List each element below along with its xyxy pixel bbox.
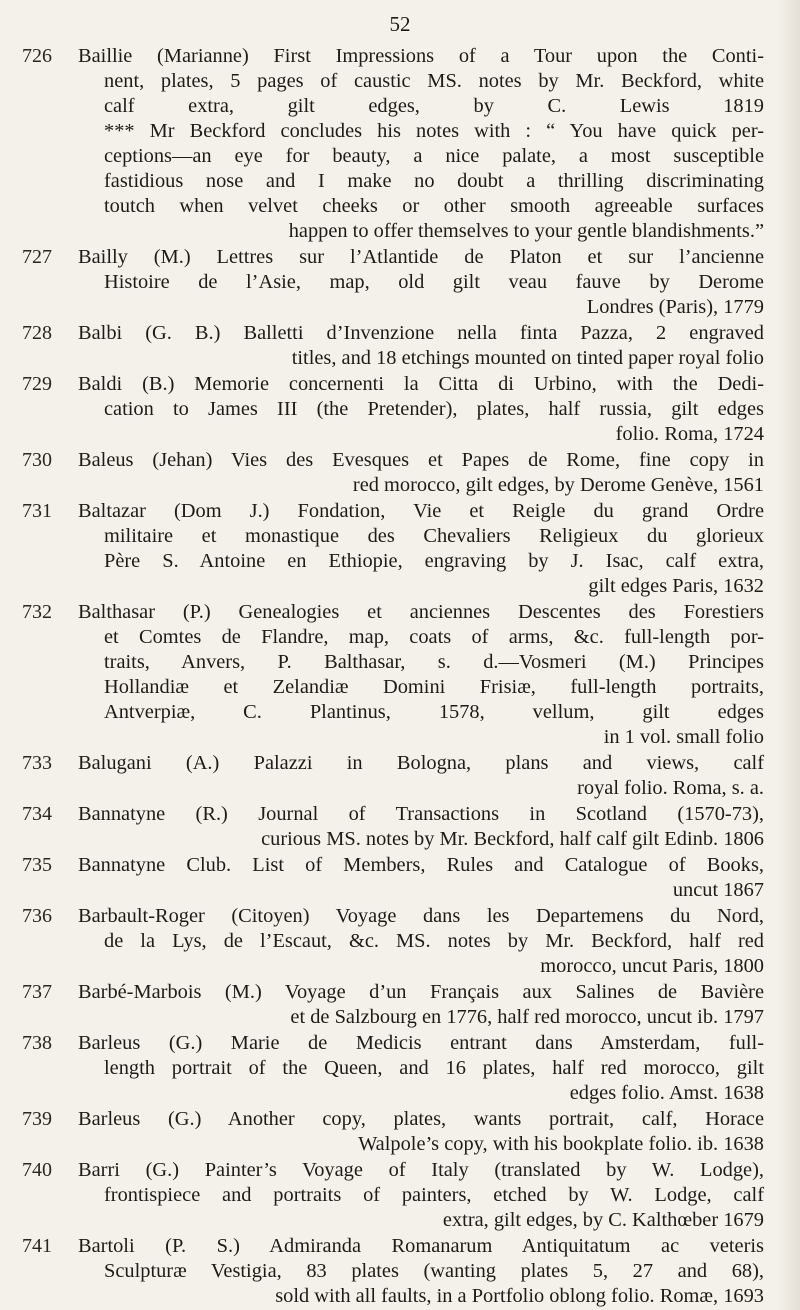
- entry-line: Bailly (M.) Lettres sur l’Atlantide de Platon et sur l’ancienne: [78, 246, 764, 268]
- catalogue-entry: [22, 1158, 764, 1233]
- entry-line: Bannatyne (R.) Journal of Transactions in Scotland (1570-73),: [78, 803, 764, 825]
- lot-number: 733: [22, 752, 52, 774]
- lot-number: 732: [22, 601, 52, 623]
- catalogue-entry: [22, 600, 764, 750]
- entry-line: Barbé-Marbois (M.) Voyage d’un Français aux Salines de Bavière: [78, 981, 764, 1003]
- entry-line: Baldi (B.) Memorie concernenti la Citta di Urbino, with the Dedi-: [78, 373, 764, 395]
- entry-line: red morocco, gilt edges, by Derome Genève, 1561: [352, 474, 764, 496]
- page-number: 52: [389, 12, 411, 36]
- entry-text: [78, 321, 764, 371]
- entry-line: folio. Roma, 1724: [615, 423, 764, 445]
- catalogue-entry: [22, 1031, 764, 1106]
- entry-line: de la Lys, de l’Escaut, &c. MS. notes by Mr. Beckford, half red: [104, 930, 764, 952]
- lot-number: 730: [22, 449, 52, 471]
- entry-line: nent, plates, 5 pages of caustic MS. notes by Mr. Beckford, white: [104, 70, 764, 92]
- catalogue-entry: [22, 372, 764, 447]
- entry-line: militaire et monastique des Chevaliers Religieux du glorieux: [104, 525, 764, 547]
- entry-line: titles, and 18 etchings mounted on tinted paper royal folio: [291, 347, 764, 369]
- lot-number: 729: [22, 373, 52, 395]
- entry-text: [78, 1107, 764, 1157]
- entry-line: Barri (G.) Painter’s Voyage of Italy (translated by W. Lodge),: [78, 1159, 764, 1181]
- entry-line: Baleus (Jehan) Vies des Evesques et Papes de Rome, fine copy in: [78, 449, 764, 471]
- entry-text: [78, 802, 764, 852]
- entry-line: Sculpturæ Vestigia, 83 plates (wanting plates 5, 27 and 68),: [104, 1260, 764, 1282]
- entry-text: [78, 1234, 764, 1309]
- catalogue-entry: [22, 321, 764, 371]
- catalogue-entry: [22, 980, 764, 1030]
- entry-text: [78, 980, 764, 1030]
- catalogue-entry: [22, 1107, 764, 1157]
- catalogue-entry: [22, 751, 764, 801]
- lot-number: 731: [22, 500, 52, 522]
- lot-number: 738: [22, 1032, 52, 1054]
- lot-number: 739: [22, 1108, 52, 1130]
- entry-text: [78, 1158, 764, 1233]
- entry-line: Balbi (G. B.) Balletti d’Invenzione nella finta Pazza, 2 engraved: [78, 322, 764, 344]
- lot-number: 726: [22, 45, 52, 67]
- entry-line: Barleus (G.) Marie de Medicis entrant dans Amsterdam, full-: [78, 1032, 764, 1054]
- entry-line: Londres (Paris), 1779: [586, 296, 764, 318]
- entry-line: edges folio. Amst. 1638: [569, 1082, 764, 1104]
- entry-text: [78, 600, 764, 750]
- entry-text: [78, 904, 764, 979]
- entry-line: et Comtes de Flandre, map, coats of arms, &c. full-length por-: [104, 626, 764, 648]
- lot-number: 737: [22, 981, 52, 1003]
- entry-line: Barbault-Roger (Citoyen) Voyage dans les Departemens du Nord,: [78, 905, 764, 927]
- entry-line: et de Salzbourg en 1776, half red morocco, uncut ib. 1797: [290, 1006, 764, 1028]
- entry-line: fastidious nose and I make no doubt a thrilling discriminating: [104, 170, 764, 192]
- entry-line: calf extra, gilt edges, by C. Lewis 1819: [104, 95, 764, 117]
- catalogue-entry: [22, 245, 764, 320]
- lot-number: 735: [22, 854, 52, 876]
- entry-text: [78, 499, 764, 599]
- entry-text: [78, 1031, 764, 1106]
- entry-text: [78, 372, 764, 447]
- entry-line: extra, gilt edges, by C. Kalthœber 1679: [442, 1209, 764, 1231]
- catalogue-entry: [22, 853, 764, 903]
- entry-line: curious MS. notes by Mr. Beckford, half calf gilt Edinb. 1806: [261, 828, 764, 850]
- lot-number: 736: [22, 905, 52, 927]
- entry-text: [78, 44, 764, 244]
- entry-line: Balthasar (P.) Genealogies et anciennes Descentes des Forestiers: [78, 601, 764, 623]
- entry-line: Bannatyne Club. List of Members, Rules and Catalogue of Books,: [78, 854, 764, 876]
- catalogue-entry: [22, 499, 764, 599]
- entry-line: in 1 vol. small folio: [603, 726, 764, 748]
- entry-line: Balugani (A.) Palazzi in Bologna, plans and views, calf: [78, 752, 764, 774]
- entry-line: sold with all faults, in a Portfolio oblong folio. Romæ, 1693: [275, 1285, 764, 1307]
- catalogue-entry: [22, 448, 764, 498]
- entry-line: Antverpiæ, C. Plantinus, 1578, vellum, gilt edges: [104, 701, 764, 723]
- entry-line: frontispiece and portraits of painters, etched by W. Lodge, calf: [104, 1184, 764, 1206]
- lot-number: 727: [22, 246, 52, 268]
- entry-line: morocco, uncut Paris, 1800: [540, 955, 764, 977]
- entry-line: gilt edges Paris, 1632: [588, 575, 764, 597]
- lot-number: 740: [22, 1159, 52, 1181]
- entry-line: ceptions—an eye for beauty, a nice palate, a most susceptible: [104, 145, 764, 167]
- entry-line: Walpole’s copy, with his bookplate folio. ib. 1638: [358, 1133, 764, 1155]
- entry-line: *** Mr Beckford concludes his notes with : “ You have quick per-: [104, 120, 764, 142]
- entry-line: toutch when velvet cheeks or other smooth agreeable surfaces: [104, 195, 764, 217]
- entry-line: happen to offer themselves to your gentle blandishments.”: [288, 220, 764, 242]
- entry-line: uncut 1867: [672, 879, 764, 901]
- entry-text: [78, 853, 764, 903]
- page-edge-shadow: [778, 0, 800, 1310]
- entry-line: Hollandiæ et Zelandiæ Domini Frisiæ, full-length portraits,: [104, 676, 764, 698]
- entry-line: Baltazar (Dom J.) Fondation, Vie et Reigle du grand Ordre: [78, 500, 764, 522]
- entry-text: [78, 448, 764, 498]
- entry-line: Histoire de l’Asie, map, old gilt veau fauve by Derome: [104, 271, 764, 293]
- entry-line: length portrait of the Queen, and 16 plates, half red morocco, gilt: [104, 1057, 764, 1079]
- lot-number: 728: [22, 322, 52, 344]
- entry-line: traits, Anvers, P. Balthasar, s. d.—Vosmeri (M.) Principes: [104, 651, 764, 673]
- catalogue-entry: [22, 904, 764, 979]
- entry-line: Père S. Antoine en Ethiopie, engraving by J. Isac, calf extra,: [104, 550, 764, 572]
- lot-number: 741: [22, 1235, 52, 1257]
- entry-line: Baillie (Marianne) First Impressions of a Tour upon the Conti-: [78, 45, 764, 67]
- lot-number: 734: [22, 803, 52, 825]
- entry-text: [78, 245, 764, 320]
- catalogue-entry: [22, 1234, 764, 1309]
- entry-line: cation to James III (the Pretender), plates, half russia, gilt edges: [104, 398, 764, 420]
- catalogue-entries: [22, 44, 764, 1310]
- entry-line: Bartoli (P. S.) Admiranda Romanarum Antiquitatum ac veteris: [78, 1235, 764, 1257]
- entry-line: royal folio. Roma, s. a.: [577, 777, 764, 799]
- entry-line: Barleus (G.) Another copy, plates, wants portrait, calf, Horace: [78, 1108, 764, 1130]
- entry-text: [78, 751, 764, 801]
- catalogue-entry: [22, 802, 764, 852]
- catalogue-entry: [22, 44, 764, 244]
